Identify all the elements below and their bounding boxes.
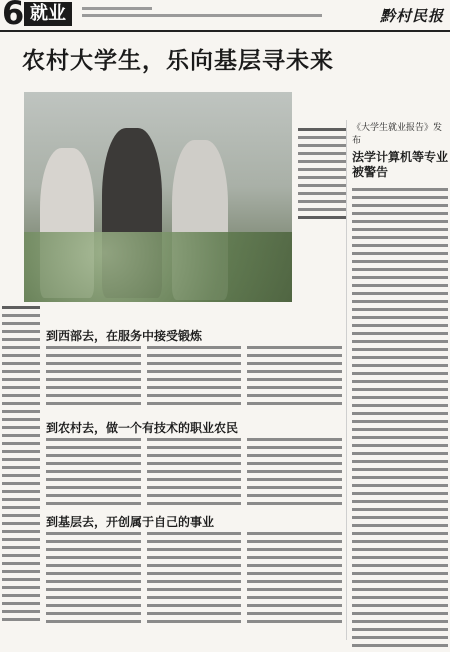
text-line — [147, 386, 242, 389]
text-line — [2, 418, 40, 421]
section-title: 就业 — [24, 2, 72, 26]
text-line — [352, 484, 448, 487]
text-line — [247, 438, 342, 441]
text-line — [352, 252, 448, 255]
text-line — [352, 268, 448, 271]
text-line — [147, 346, 242, 349]
text-line — [147, 588, 242, 591]
text-line — [352, 452, 448, 455]
text-line — [2, 306, 40, 309]
text-line — [352, 388, 448, 391]
text-line — [352, 540, 448, 543]
text-line — [147, 486, 242, 489]
text-line — [352, 412, 448, 415]
article-block — [46, 346, 342, 410]
caption-line — [298, 152, 346, 155]
text-line — [46, 462, 141, 465]
text-line — [2, 554, 40, 557]
text-line — [247, 478, 342, 481]
text-line — [2, 458, 40, 461]
text-line — [352, 260, 448, 263]
text-line — [46, 454, 141, 457]
main-headline: 农村大学生，乐向基层寻未来 — [22, 48, 334, 74]
text-line — [147, 556, 242, 559]
text-line — [46, 588, 141, 591]
text-line — [147, 378, 242, 381]
text-line — [46, 494, 141, 497]
text-line — [147, 572, 242, 575]
text-line — [2, 570, 40, 573]
text-line — [46, 486, 141, 489]
text-line — [352, 220, 448, 223]
date-line — [82, 7, 152, 10]
subhead-countryside: 到农村去，做一个有技术的职业农民 — [46, 421, 239, 435]
text-line — [2, 426, 40, 429]
text-line — [247, 556, 342, 559]
text-line — [352, 340, 448, 343]
text-line — [46, 370, 141, 373]
text-line — [2, 410, 40, 413]
text-line — [352, 596, 448, 599]
text-line — [352, 324, 448, 327]
text-line — [352, 524, 448, 527]
text-line — [247, 402, 342, 405]
text-line — [352, 532, 448, 535]
text-line — [352, 396, 448, 399]
text-line — [2, 594, 40, 597]
text-line — [46, 438, 141, 441]
text-line — [147, 462, 242, 465]
text-line — [2, 586, 40, 589]
text-line — [352, 212, 448, 215]
text-line — [2, 546, 40, 549]
text-line — [2, 466, 40, 469]
text-line — [2, 578, 40, 581]
page-number: 6 — [2, 0, 25, 32]
text-line — [247, 394, 342, 397]
caption-line — [298, 128, 346, 131]
text-line — [352, 564, 448, 567]
text-line — [352, 244, 448, 247]
sidebar-kicker: 《大学生就业报告》发布 — [352, 123, 443, 146]
text-line — [352, 236, 448, 239]
text-line — [147, 564, 242, 567]
text-line — [352, 372, 448, 375]
text-line — [2, 522, 40, 525]
subhead-grassroots: 到基层去，开创属于自己的事业 — [46, 515, 215, 529]
text-line — [2, 506, 40, 509]
text-line — [147, 540, 242, 543]
editor-contact-line — [82, 14, 322, 17]
text-line — [2, 346, 40, 349]
text-line — [46, 532, 141, 535]
text-line — [352, 572, 448, 575]
text-line — [2, 514, 40, 517]
text-line — [2, 474, 40, 477]
text-line — [352, 332, 448, 335]
text-line — [247, 540, 342, 543]
caption-line — [298, 144, 346, 147]
text-line — [352, 612, 448, 615]
caption-line — [298, 176, 346, 179]
sidebar-body — [352, 188, 448, 647]
text-line — [46, 346, 141, 349]
text-line — [46, 354, 141, 357]
text-line — [247, 362, 342, 365]
text-line — [247, 462, 342, 465]
text-line — [2, 330, 40, 333]
photo-caption — [298, 128, 346, 306]
text-line — [147, 596, 242, 599]
text-line — [352, 348, 448, 351]
text-line — [147, 580, 242, 583]
news-photo — [24, 92, 292, 302]
text-line — [352, 636, 448, 639]
text-line — [46, 502, 141, 505]
text-line — [2, 602, 40, 605]
text-line — [2, 618, 40, 621]
text-line — [2, 442, 40, 445]
text-line — [147, 502, 242, 505]
text-line — [247, 454, 342, 457]
text-line — [46, 394, 141, 397]
text-line — [46, 386, 141, 389]
article-block — [46, 532, 342, 628]
masthead — [0, 0, 450, 32]
text-line — [352, 620, 448, 623]
text-line — [352, 580, 448, 583]
left-editorial-column — [2, 306, 40, 626]
text-line — [2, 530, 40, 533]
text-line — [147, 620, 242, 623]
text-line — [2, 610, 40, 613]
text-line — [247, 612, 342, 615]
caption-line — [298, 192, 346, 195]
text-line — [352, 380, 448, 383]
text-line — [352, 292, 448, 295]
text-line — [352, 428, 448, 431]
text-line — [247, 378, 342, 381]
text-line — [147, 454, 242, 457]
text-line — [352, 316, 448, 319]
text-line — [46, 540, 141, 543]
text-line — [2, 434, 40, 437]
text-line — [352, 516, 448, 519]
text-line — [2, 362, 40, 365]
text-line — [247, 354, 342, 357]
caption-line — [298, 160, 346, 163]
text-line — [2, 450, 40, 453]
text-line — [46, 604, 141, 607]
text-line — [352, 420, 448, 423]
text-line — [352, 204, 448, 207]
text-line — [147, 494, 242, 497]
text-line — [247, 532, 342, 535]
caption-line — [298, 168, 346, 171]
text-line — [352, 356, 448, 359]
sidebar-headline: 法学计算机等专业被警告 — [352, 150, 449, 179]
text-line — [46, 362, 141, 365]
text-line — [147, 446, 242, 449]
masthead-info — [82, 4, 322, 21]
text-line — [147, 612, 242, 615]
text-line — [352, 644, 448, 647]
text-line — [247, 604, 342, 607]
text-line — [147, 354, 242, 357]
text-line — [147, 402, 242, 405]
text-line — [352, 300, 448, 303]
text-line — [46, 548, 141, 551]
text-line — [247, 572, 342, 575]
text-line — [247, 494, 342, 497]
text-line — [352, 508, 448, 511]
text-line — [2, 562, 40, 565]
text-line — [247, 370, 342, 373]
text-line — [247, 620, 342, 623]
text-line — [46, 564, 141, 567]
caption-line — [298, 184, 346, 187]
text-line — [247, 564, 342, 567]
text-line — [352, 436, 448, 439]
text-line — [352, 364, 448, 367]
caption-line — [298, 136, 346, 139]
text-line — [352, 476, 448, 479]
text-line — [247, 446, 342, 449]
text-line — [147, 470, 242, 473]
text-line — [46, 378, 141, 381]
text-line — [2, 538, 40, 541]
text-line — [2, 354, 40, 357]
text-line — [247, 588, 342, 591]
text-line — [247, 470, 342, 473]
text-line — [46, 478, 141, 481]
text-line — [147, 394, 242, 397]
text-line — [352, 188, 448, 191]
text-line — [2, 394, 40, 397]
text-line — [352, 604, 448, 607]
text-line — [46, 596, 141, 599]
subhead-west: 到西部去，在服务中接受锻炼 — [46, 329, 203, 343]
text-line — [352, 460, 448, 463]
text-line — [352, 404, 448, 407]
text-line — [2, 338, 40, 341]
text-line — [2, 498, 40, 501]
caption-line — [298, 200, 346, 203]
text-line — [352, 628, 448, 631]
text-line — [46, 470, 141, 473]
text-line — [352, 588, 448, 591]
text-line — [352, 548, 448, 551]
text-line — [147, 532, 242, 535]
text-line — [2, 402, 40, 405]
text-line — [2, 490, 40, 493]
text-line — [2, 386, 40, 389]
text-line — [46, 580, 141, 583]
text-line — [2, 322, 40, 325]
text-line — [247, 548, 342, 551]
text-line — [46, 556, 141, 559]
text-line — [352, 556, 448, 559]
text-line — [247, 580, 342, 583]
text-line — [147, 438, 242, 441]
column-divider — [346, 120, 347, 640]
paper-name: 黔村民报 — [379, 7, 444, 25]
text-line — [352, 500, 448, 503]
caption-line — [298, 208, 346, 211]
text-line — [147, 604, 242, 607]
text-line — [2, 314, 40, 317]
text-line — [352, 276, 448, 279]
text-line — [352, 284, 448, 287]
text-line — [147, 370, 242, 373]
text-line — [46, 620, 141, 623]
text-line — [247, 386, 342, 389]
text-line — [352, 468, 448, 471]
text-line — [247, 502, 342, 505]
text-line — [247, 346, 342, 349]
sidebar-article — [352, 120, 448, 652]
text-line — [352, 492, 448, 495]
text-line — [147, 362, 242, 365]
text-line — [352, 444, 448, 447]
text-line — [352, 228, 448, 231]
text-line — [46, 612, 141, 615]
text-line — [352, 308, 448, 311]
article-block — [46, 438, 342, 510]
text-line — [147, 548, 242, 551]
text-line — [247, 486, 342, 489]
text-line — [352, 196, 448, 199]
text-line — [2, 370, 40, 373]
text-line — [2, 378, 40, 381]
photo-plants — [24, 232, 292, 302]
text-line — [46, 402, 141, 405]
text-line — [147, 478, 242, 481]
text-line — [46, 446, 141, 449]
text-line — [247, 596, 342, 599]
text-line — [46, 572, 141, 575]
caption-line — [298, 216, 346, 219]
text-line — [2, 482, 40, 485]
